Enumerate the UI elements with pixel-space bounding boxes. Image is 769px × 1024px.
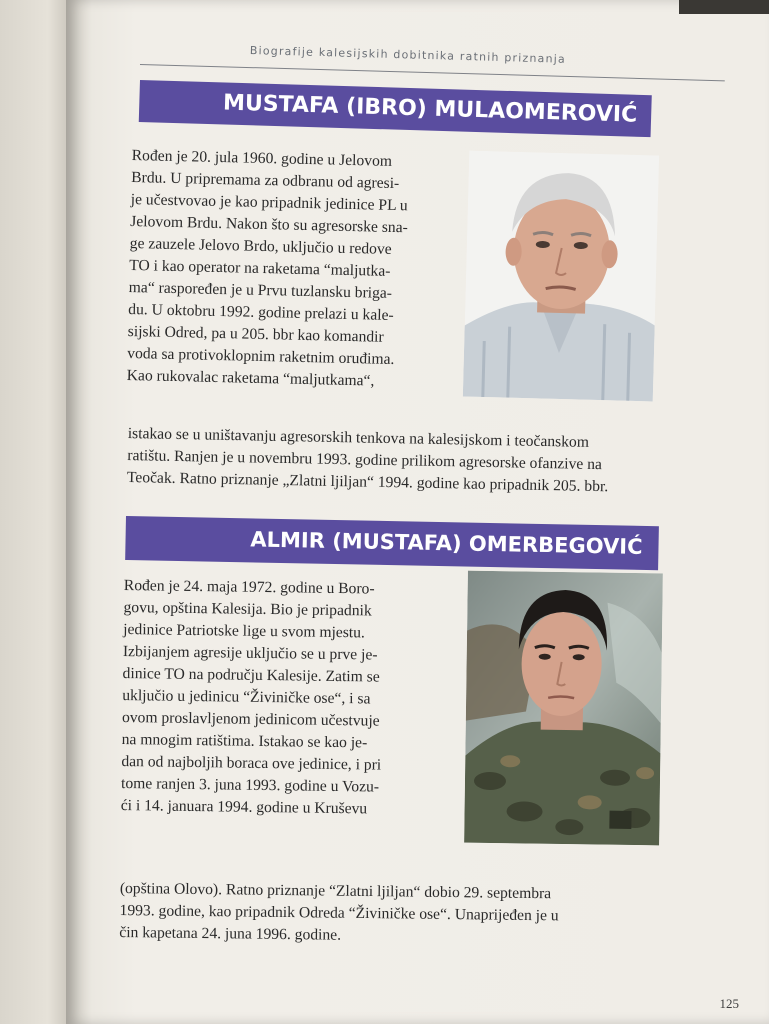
entry-2-text-full-width — [119, 878, 665, 951]
text-line: ći i 14. januara 1994. godine u Kruševu — [120, 796, 368, 818]
running-head: Biografije kalesijskih dobitnika ratnih priznanja — [249, 44, 567, 66]
text-line: Brdu. U pripremama za odbranu od agresi- — [131, 168, 400, 193]
text-line: čin kapetana 24. juna 1996. godine. — [119, 923, 342, 944]
text-line: ge zauzele Jelovo Brdo, uključio u redove — [129, 234, 392, 258]
text-line: jedinice Patriotske lige u svom mjestu. — [123, 620, 366, 642]
text-line: Jelovom Brdu. Nakon što su agresorske sna- — [130, 212, 409, 237]
text-line: tome ranjen 3. juna 1993. godine u Vozu- — [120, 774, 380, 796]
portrait-photo-omerbegovic — [464, 571, 663, 846]
text-line: du. U oktobru 1992. godine prelazi u kale- — [128, 300, 394, 324]
text-line: (opština Olovo). Ratno priznanje “Zlatni ljiljan“ dobio 29. septembra — [119, 879, 552, 903]
text-line: Kao rukovalac raketama “maljutkama“, — [126, 366, 375, 390]
entry-name: MUSTAFA (IBRO) MULAOMEROVIĆ — [222, 90, 638, 128]
text-line: 1993. godine, kao pripadnik Odreda “Živiničke ose“. Unaprijeđen je u — [119, 901, 559, 925]
text-line: TO i kao operator na raketama “maljutka- — [129, 256, 391, 280]
text-line: dinice TO na području Kalesije. Zatim se — [122, 664, 380, 686]
entry-1-text-full-width — [127, 423, 668, 499]
entry-name: ALMIR (MUSTAFA) OMERBEGOVIĆ — [250, 527, 643, 559]
text-line: istakao se u uništavanju agresorskih tenkova na kalesijskom i teočanskom — [127, 424, 590, 451]
text-line: dan od najboljih boraca ove jedinice, i pri — [121, 752, 382, 774]
text-line: Teočak. Ratno priznanje „Zlatni ljiljan“ 1994. godine kao pripadnik 205. bbr. — [126, 468, 609, 496]
text-line: ratištu. Ranjen je u novembru 1993. godine prilikom agresorske ofanzive na — [127, 446, 603, 474]
text-line: sijski Odred, pa u 205. bbr kao komandir — [127, 322, 384, 346]
text-line: na mnogim ratištima. Istakao se kao je- — [121, 730, 368, 752]
portrait-image — [464, 571, 663, 846]
text-line: ovom proslavljenom jedinicom učestvuje — [121, 708, 380, 730]
text-line: Rođen je 20. jula 1960. godine u Jelovom — [131, 146, 393, 170]
text-line: voda sa protivoklopnim raketnim oruđima. — [127, 344, 395, 369]
entry-2-text — [121, 575, 440, 821]
text-line: govu, opština Kalesija. Bio je pripadnik — [123, 598, 372, 620]
portrait-image — [463, 151, 659, 402]
text-line: je učestvovao je kao pripadnik jedinice PL u — [130, 190, 408, 215]
text-line: Izbijanjem agresije uključio se u prve je- — [122, 642, 378, 664]
text-line: ma“ raspoređen je u Prvu tuzlansku briga- — [128, 278, 393, 302]
text-line: Rođen je 24. maja 1972. godine u Boro- — [123, 576, 375, 598]
page-number: 125 — [719, 996, 739, 1011]
portrait-photo-mulaomerovic — [463, 151, 659, 402]
background-strip — [679, 0, 769, 14]
text-line: uključio u jedinicu “Živiničke ose“, i sa — [122, 686, 371, 708]
entry-1-text — [127, 145, 462, 394]
